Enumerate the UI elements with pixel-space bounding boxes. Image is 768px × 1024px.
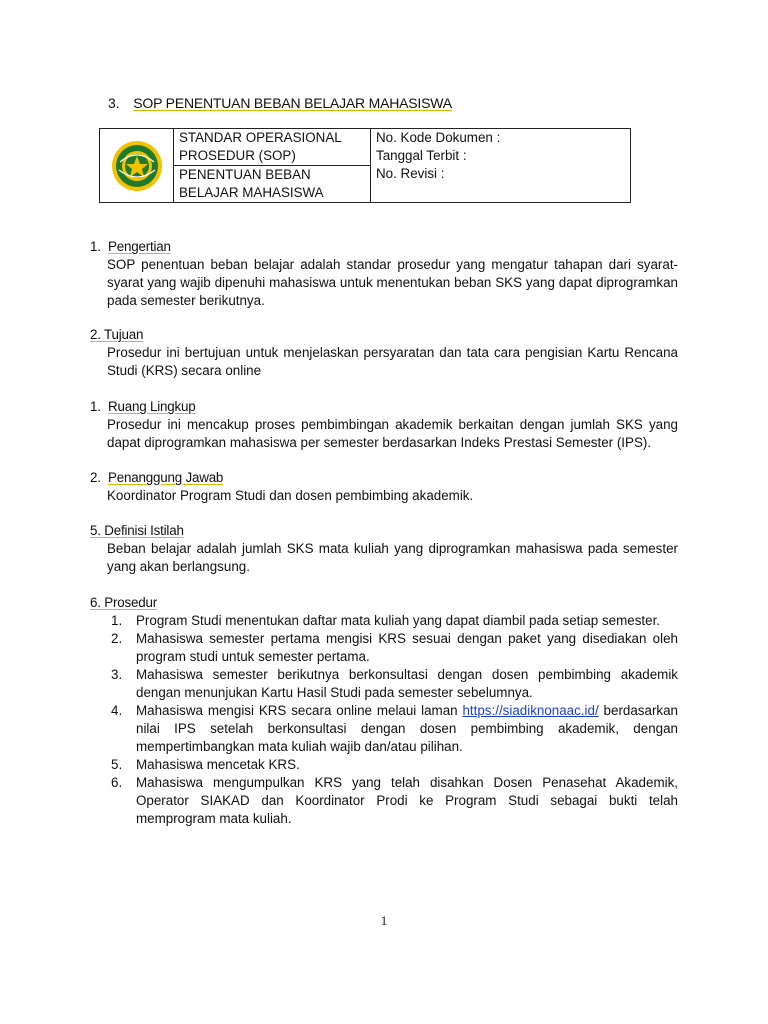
- section-title: [90, 398, 678, 416]
- logo-cell: [100, 129, 174, 203]
- step-number: 1.: [111, 613, 123, 628]
- section-ruang-lingkup: [90, 398, 678, 452]
- section-title: [90, 522, 678, 540]
- procedure-step: [107, 756, 678, 774]
- procedure-step: [107, 630, 678, 666]
- procedure-step: [107, 702, 678, 756]
- section-title-text: Penanggung Jawab: [108, 470, 224, 485]
- sop-type-cell: STANDAR OPERASIONAL PROSEDUR (SOP): [174, 129, 371, 166]
- document-heading: [108, 95, 452, 111]
- step-text: Mahasiswa semester berikutnya berkonsultasi dengan dosen pembimbing akademik dengan menunjukan Kartu Hasil Studi pada semester sebelumnya.: [136, 667, 678, 700]
- section-number: 1.: [90, 399, 101, 414]
- page-number: 1: [380, 913, 388, 928]
- section-prosedur: [90, 594, 678, 828]
- section-body: Prosedur ini bertujuan untuk menjelaskan persyaratan dan tata cara pengisian Kartu Rencana Studi (KRS) secara online: [107, 345, 678, 378]
- heading-title: SOP PENENTUAN BEBAN BELAJAR MAHASISWA: [133, 95, 452, 111]
- section-tujuan: [90, 326, 678, 380]
- procedure-step: [107, 612, 678, 630]
- section-body: Koordinator Program Studi dan dosen pembimbing akademik.: [107, 488, 474, 503]
- doc-code-label: No. Kode Dokumen :: [376, 130, 501, 145]
- procedure-list: [107, 612, 678, 828]
- step-text: Mahasiswa mencetak KRS.: [136, 757, 300, 772]
- section-body: Beban belajar adalah jumlah SKS mata kuliah yang diprogramkan mahasiswa pada semester yang akan berlangsung.: [107, 541, 678, 574]
- step-number: 5.: [111, 757, 123, 772]
- section-title-text: 2. Tujuan: [90, 327, 144, 342]
- revision-label: No. Revisi :: [376, 166, 445, 181]
- sop-title-cell: PENENTUAN BEBAN BELAJAR MAHASISWA: [174, 166, 371, 203]
- step-number: 2.: [111, 631, 123, 646]
- section-pengertian: [90, 238, 678, 310]
- section-title: [90, 326, 678, 344]
- document-info-cell: [371, 129, 631, 203]
- siadik-link[interactable]: https://siadiknonaac.id/: [462, 703, 599, 718]
- issue-date-label: Tanggal Terbit :: [376, 148, 467, 163]
- section-penanggung-jawab: [90, 469, 678, 505]
- section-title-text: Ruang Lingkup: [108, 399, 196, 414]
- step-number: 6.: [111, 775, 123, 790]
- section-definisi-istilah: [90, 522, 678, 576]
- university-logo: [111, 140, 163, 192]
- step-text: Mahasiswa semester pertama mengisi KRS sesuai dengan paket yang disediakan oleh program studi untuk semester pertama.: [136, 631, 678, 664]
- procedure-step: [107, 666, 678, 702]
- step-text: Mahasiswa mengumpulkan KRS yang telah disahkan Dosen Penasehat Akademik, Operator SIAKAD dan Koordinator Prodi ke Program Studi sebagai bukti telah memprogram mata kuliah.: [136, 775, 678, 826]
- section-title: [90, 469, 678, 487]
- section-title: [90, 238, 678, 256]
- step-text-post: berdasarkan nilai IPS setelah berkonsultasi dengan dosen pembimbing akademik, dengan mempertimbangkan mata kuliah wajib dan/atau pilihan.: [136, 703, 678, 754]
- sop-header-table: [99, 128, 631, 203]
- section-number: 2.: [90, 470, 101, 485]
- section-title-text: Pengertian: [108, 239, 171, 254]
- section-title-text: 6. Prosedur: [90, 595, 158, 610]
- section-title: [90, 594, 678, 612]
- step-text-pre: Mahasiswa mengisi KRS secara online melaui laman: [136, 703, 463, 718]
- step-text: Program Studi menentukan daftar mata kuliah yang dapat diambil pada setiap semester.: [136, 613, 661, 628]
- section-number: 1.: [90, 239, 101, 254]
- procedure-step: [107, 774, 678, 828]
- section-title-text: 5. Definisi Istilah: [90, 523, 184, 538]
- section-body: Prosedur ini mencakup proses pembimbingan akademik berkaitan dengan jumlah SKS yang dapat diprogramkan mahasiswa per semester berdasarkan Indeks Prestasi Semester (IPS).: [107, 417, 678, 450]
- step-number: 3.: [111, 667, 123, 682]
- heading-number: 3.: [108, 95, 120, 111]
- step-number: 4.: [111, 703, 123, 718]
- section-body: SOP penentuan beban belajar adalah standar prosedur yang mengatur tahapan dari syarat- syarat yang wajib dipenuhi mahasiswa untuk menentukan beban SKS yang dapat diprogramkan pada semester berikutnya.: [107, 257, 678, 308]
